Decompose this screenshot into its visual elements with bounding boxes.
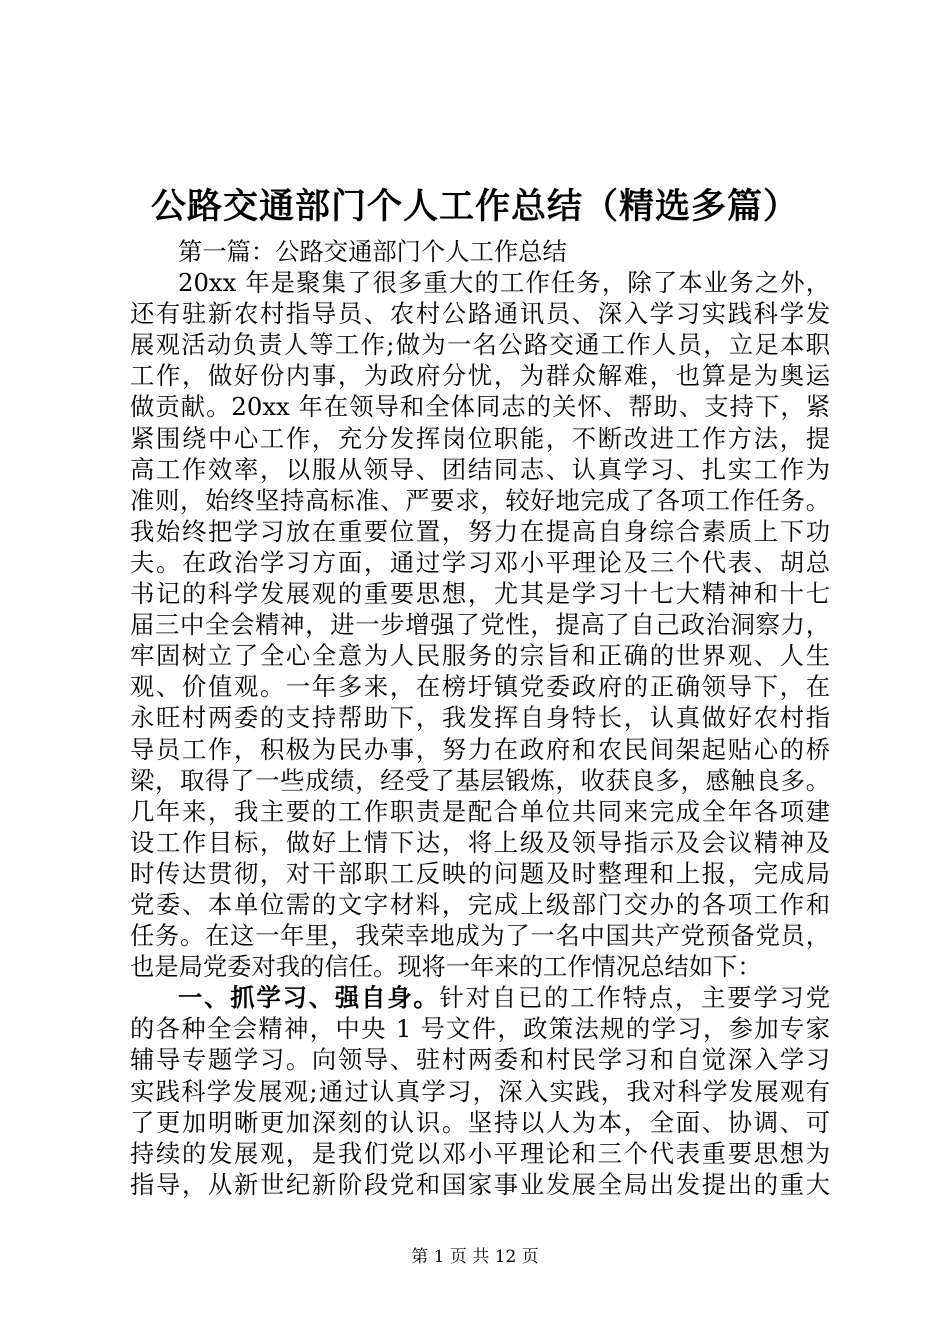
section-1-first-line-text: 针对自已的工作特点，主要学习党 [439,983,831,1013]
page-footer: 第 1 页 共 12 页 [411,1247,539,1267]
text-line: 永旺村两委的支持帮助下，我发挥自身特长，认真做好农村指 [130,703,830,733]
text-line: 20xx 年是聚集了很多重大的工作任务，除了本业务之外， [178,268,830,298]
section-1-first-line [130,982,830,1013]
text-line: 党委、本单位需的文字材料，完成上级部门交办的各项工作和 [130,889,830,919]
document-body [130,236,830,1200]
text-line: 展观活动负责人等工作;做为一名公路交通工作人员，立足本职 [130,330,830,360]
text-line: 届三中全会精神，进一步增强了党性，提高了自己政治洞察力， [130,610,830,640]
paragraph-1 [130,267,830,982]
text-line: 实践科学发展观;通过认真学习，深入实践，我对科学发展观有 [130,1076,830,1106]
text-line: 牢固树立了全心全意为人民服务的宗旨和正确的世界观、人生 [130,641,830,671]
section-heading: 第一篇：公路交通部门个人工作总结 [178,237,567,266]
text-line: 高工作效率，以服从领导、团结同志、认真学习、扎实工作为 [130,454,830,484]
text-line: 导员工作，积极为民办事，努力在政府和农民间架起贴心的桥 [130,734,830,764]
section-1-body [130,1013,830,1200]
text-line: 指导，从新世纪新阶段党和国家事业发展全局出发提出的重大 [130,1169,830,1199]
text-line: 准则，始终坚持高标准、严要求，较好地完成了各项工作任务。 [130,485,830,515]
text-line: 持续的发展观，是我们党以邓小平理论和三个代表重要思想为 [130,1138,830,1168]
text-line: 还有驻新农村指导员、农村公路通讯员、深入学习实践科学发 [130,299,830,329]
text-line: 观、价值观。一年多来，在榜圩镇党委政府的正确领导下，在 [130,672,830,702]
text-line: 辅导专题学习。向领导、驻村两委和村民学习和自觉深入学习 [130,1045,830,1075]
text-line: 设工作目标，做好上情下达，将上级及领导指示及会议精神及 [130,827,830,857]
text-line: 也是局党委对我的信任。现将一年来的工作情况总结如下： [130,952,762,982]
text-line: 工作，做好份内事，为政府分忧，为群众解难，也算是为奥运 [130,361,830,391]
text-line: 做贡献。20xx 年在领导和全体同志的关怀、帮助、支持下，紧 [130,392,830,422]
text-line: 了更加明晰更加深刻的认识。坚持以人为本，全面、协调、可 [130,1107,830,1137]
text-line: 梁，取得了一些成绩，经受了基层锻炼，收获良多，感触良多。 [130,765,830,795]
text-line: 几年来，我主要的工作职责是配合单位共同来完成全年各项建 [130,796,830,826]
text-line: 我始终把学习放在重要位置，努力在提高自身综合素质上下功 [130,516,830,546]
text-line: 夫。在政治学习方面，通过学习邓小平理论及三个代表、胡总 [130,547,830,577]
document-title: 公路交通部门个人工作总结（精选多篇） [150,187,799,227]
section-1-heading: 一、抓学习、强自身。 [178,983,440,1013]
text-line: 时传达贯彻，对干部职工反映的问题及时整理和上报，完成局 [130,858,830,888]
text-line: 书记的科学发展观的重要思想，尤其是学习十七大精神和十七 [130,579,830,609]
text-line: 紧围绕中心工作，充分发挥岗位职能，不断改进工作方法，提 [130,423,830,453]
text-line: 任务。在这一年里，我荣幸地成为了一名中国共产党预备党员， [130,921,830,951]
text-line: 的各种全会精神，中央 1 号文件，政策法规的学习，参加专家 [130,1014,830,1044]
